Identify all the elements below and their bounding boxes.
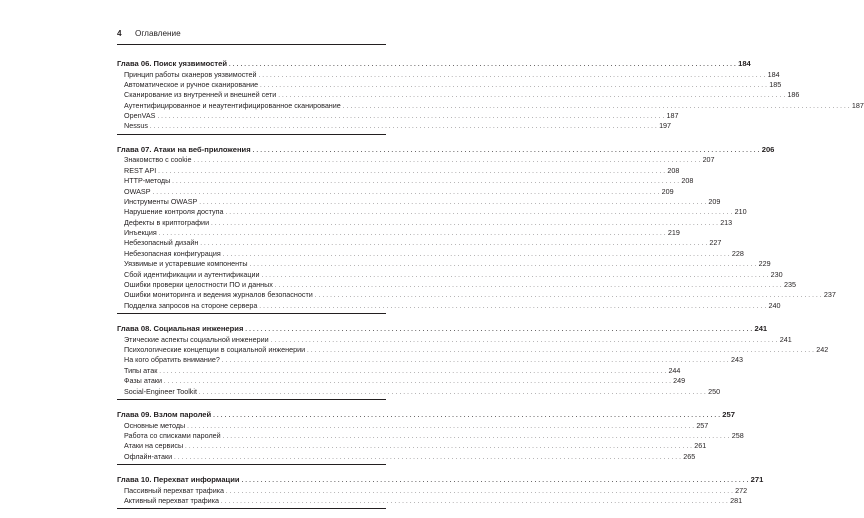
toc-entry-title: Глава 07. Атаки на веб-приложения	[117, 144, 251, 154]
toc-entry-page: 249	[673, 376, 686, 386]
dot-leader	[199, 387, 706, 398]
toc-entry-page: 258	[731, 430, 744, 440]
toc-entry-title: HTTP-методы	[124, 176, 171, 186]
toc-chapter-heading	[117, 144, 775, 156]
toc-entry-title: Знакомство с cookie	[124, 155, 192, 165]
toc-chapter-heading	[117, 409, 735, 421]
toc-entry-page: 281	[730, 496, 743, 505]
toc-section-entry	[117, 196, 721, 207]
toc-entry-page: 210	[734, 207, 747, 217]
toc-entry-page: 208	[681, 176, 694, 186]
toc-entry-page: 243	[730, 355, 743, 365]
dot-leader	[259, 301, 766, 312]
toc-section-entry	[117, 238, 722, 248]
toc-entry-page: 272	[735, 485, 748, 495]
toc-chapter	[117, 144, 836, 314]
table-of-contents	[117, 58, 864, 518]
toc-section-entry	[117, 165, 680, 176]
toc-entry-title: Уязвимые и устаревшие компоненты	[124, 259, 248, 269]
toc-entry-title: Пассивный перехват трафика	[124, 485, 225, 495]
toc-entry-page: 185	[769, 79, 782, 89]
toc-section-entry	[117, 376, 686, 386]
toc-entry-title: Глава 06. Поиск уязвимостей	[117, 59, 227, 68]
toc-entry-title: Инструменты OWASP	[124, 196, 198, 206]
toc-entry-page: 257	[696, 420, 709, 430]
toc-entry-title: Нарушение контроля доступа	[124, 207, 224, 217]
toc-section-entry	[117, 176, 694, 186]
toc-entry-title: Психологические концепции в социальной инженерии	[124, 345, 306, 355]
toc-entry-page: 265	[683, 451, 696, 461]
toc-entry-title: REST API	[124, 165, 157, 175]
toc-entry-page: 184	[767, 69, 780, 79]
toc-entry-title: Social-Engineer Toolkit	[124, 386, 197, 396]
toc-entry-title: Ошибки мониторинга и ведения журналов безопасности	[124, 290, 313, 300]
toc-entry-page: 184	[738, 59, 751, 68]
toc-entry-page: 242	[816, 345, 829, 355]
toc-section-entry	[117, 386, 721, 397]
toc-section-entry	[117, 290, 836, 300]
toc-entry-page: 197	[659, 121, 672, 131]
toc-entry-page: 244	[668, 365, 681, 375]
toc-section-entry	[117, 430, 744, 441]
toc-section-entry	[117, 280, 796, 290]
toc-entry-page: 207	[702, 155, 715, 165]
toc-entry-page: 241	[779, 334, 792, 344]
toc-entry-title: Автоматическое и ручное сканирование	[124, 79, 259, 89]
toc-entry-title: OpenVAS	[124, 111, 156, 121]
toc-section-entry	[117, 300, 781, 311]
toc-entry-title: Небезопасный дизайн	[124, 238, 199, 248]
toc-entry-page: 261	[694, 441, 707, 451]
running-header	[117, 28, 386, 45]
toc-section-entry	[117, 345, 829, 355]
toc-chapter	[117, 58, 864, 135]
toc-entry-page: 209	[708, 196, 721, 206]
toc-section-entry	[117, 259, 771, 269]
toc-section-entry	[117, 207, 747, 217]
toc-section-entry	[117, 69, 780, 80]
toc-entry-page: 209	[661, 186, 674, 196]
header-page-number: 4	[117, 29, 122, 38]
toc-entry-page: 227	[709, 238, 722, 248]
toc-entry-page: 186	[787, 90, 800, 100]
toc-section-entry	[117, 100, 864, 111]
toc-entry-page: 228	[731, 248, 744, 258]
toc-chapter-heading	[117, 323, 768, 335]
toc-entry-title: Атаки на сервисы	[124, 441, 184, 451]
toc-entry-title: Глава 10. Перехват информации	[117, 475, 240, 485]
toc-section-entry	[117, 355, 743, 365]
toc-section-entry	[117, 228, 680, 238]
toc-entry-title: Сканирование из внутренней и внешней сети	[124, 90, 277, 100]
toc-entry-title: Основные методы	[124, 420, 186, 430]
toc-section-entry	[117, 217, 733, 228]
toc-entry-page: 230	[770, 269, 783, 279]
toc-entry-title: OWASP	[124, 186, 151, 196]
toc-section-entry	[117, 365, 681, 376]
toc-entry-title: Дефекты в криптографии	[124, 217, 210, 227]
toc-entry-page: 241	[754, 324, 768, 334]
toc-entry-page: 250	[708, 386, 721, 396]
toc-chapter	[117, 409, 744, 465]
toc-entry-page: 240	[768, 300, 781, 310]
toc-section-entry	[117, 334, 792, 345]
toc-section-entry	[117, 441, 707, 451]
header-title: Оглавление	[135, 29, 181, 38]
toc-section-entry	[117, 186, 674, 197]
toc-entry-title: Небезопасная конфигурация	[124, 248, 221, 258]
toc-entry-page: 229	[758, 259, 771, 269]
toc-entry-page: 187	[851, 100, 864, 110]
toc-entry-title: Этические аспекты социальной инженерии	[124, 334, 269, 344]
toc-section-entry	[117, 420, 709, 431]
toc-entry-page: 219	[667, 228, 680, 238]
toc-section-entry	[117, 121, 672, 131]
toc-entry-title: Работа со списками паролей	[124, 430, 221, 440]
toc-entry-page: 206	[761, 144, 775, 154]
toc-entry-page: 208	[667, 165, 680, 175]
toc-entry-page: 271	[750, 475, 764, 485]
toc-chapter	[117, 474, 764, 509]
toc-section-entry	[117, 496, 743, 506]
toc-entry-page: 213	[720, 217, 733, 227]
toc-section-entry	[117, 79, 782, 90]
toc-entry-title: Ошибки проверки целостности ПО и данных	[124, 280, 273, 290]
toc-entry-title: Глава 09. Взлом паролей	[117, 410, 212, 420]
dot-leader	[150, 121, 657, 132]
toc-section-entry	[117, 111, 679, 121]
toc-section-entry	[117, 451, 696, 462]
toc-entry-title: Инъекция	[124, 228, 157, 238]
toc-entry-title: Глава 08. Социальная инженерия	[117, 324, 244, 334]
toc-entry-page: 235	[784, 280, 796, 290]
toc-entry-title: Типы атак	[124, 365, 158, 375]
toc-entry-title: Принцип работы сканеров уязвимостей	[124, 69, 257, 79]
toc-section-entry	[117, 269, 783, 280]
toc-entry-title: Подделка запросов на стороне сервера	[124, 300, 258, 310]
toc-section-entry	[117, 248, 744, 259]
toc-entry-page: 257	[722, 410, 735, 420]
toc-chapter-heading	[117, 474, 764, 486]
toc-entry-title: На кого обратить внимание?	[124, 355, 220, 365]
toc-chapter-heading	[117, 58, 751, 70]
toc-chapter	[117, 323, 829, 400]
toc-section-entry	[117, 90, 800, 100]
toc-entry-title: Офлайн-атаки	[124, 451, 173, 461]
dot-leader	[221, 496, 728, 507]
toc-entry-title: Активный перехват трафика	[124, 496, 219, 505]
toc-entry-title: Аутентифицированное и неаутентифицированное сканирование	[124, 100, 341, 110]
toc-section-entry	[117, 155, 715, 165]
toc-entry-page: 187	[666, 111, 679, 121]
toc-entry-page: 237	[823, 290, 836, 300]
toc-entry-title: Фазы атаки	[124, 376, 163, 386]
toc-section-entry	[117, 485, 748, 496]
toc-entry-title: Сбой идентификации и аутентификации	[124, 269, 260, 279]
dot-leader	[174, 452, 681, 463]
toc-entry-title: Nessus	[124, 121, 148, 131]
